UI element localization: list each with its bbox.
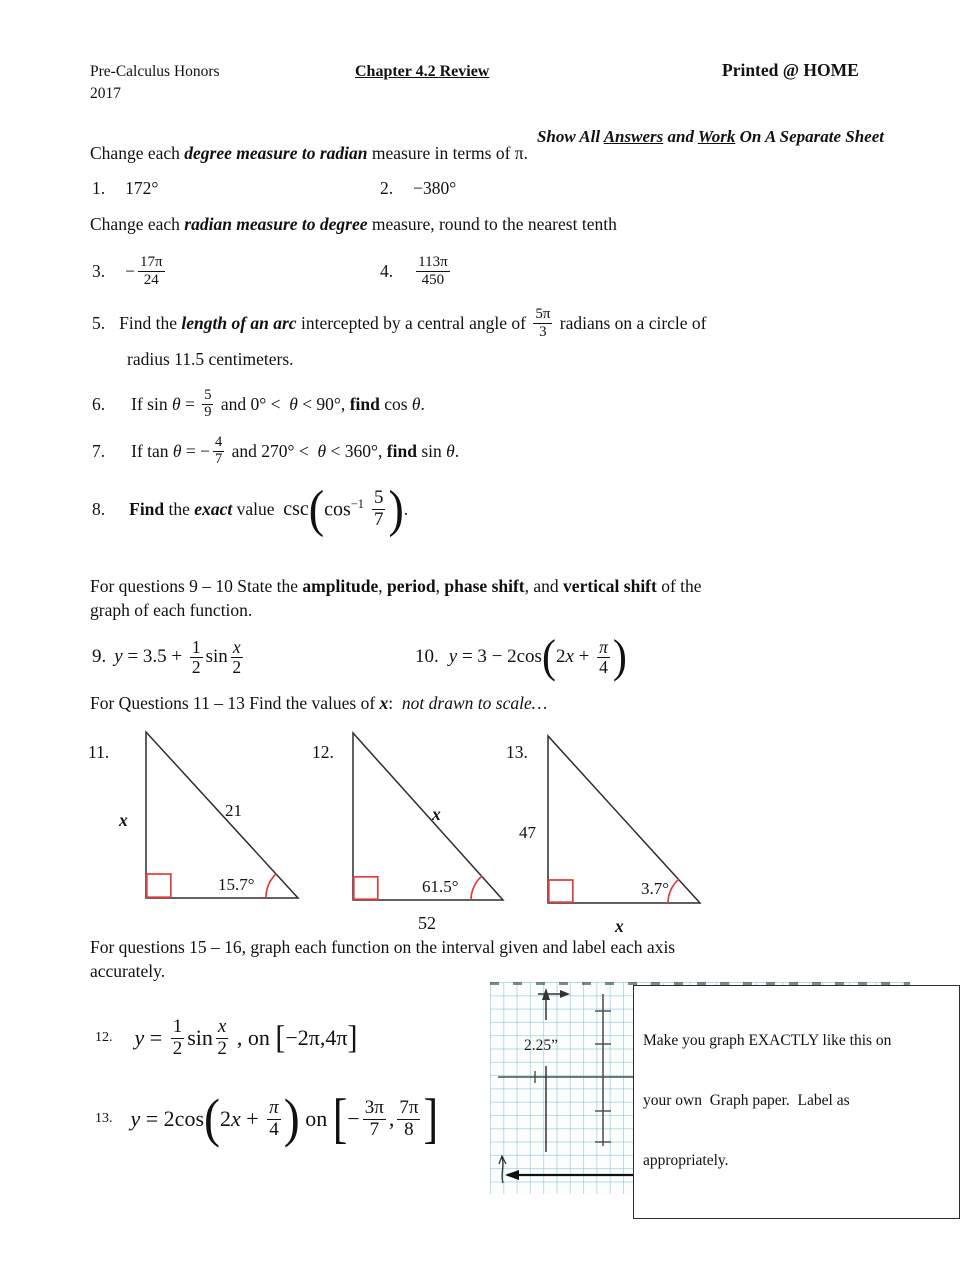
question-10: 10. y = 3 − 2cos ( 2 x + $\frac{\pi}{4}$ ) <box>415 631 627 683</box>
seg-bold: Find <box>129 498 165 519</box>
hypotenuse-label: 21 <box>225 801 242 820</box>
seg: < 90°, <box>297 393 350 414</box>
cos-inverse <box>324 497 369 522</box>
triangle-outline <box>548 736 700 903</box>
right-angle-marker <box>147 874 171 897</box>
question-number: 6. <box>92 393 106 414</box>
seg: value <box>232 498 284 519</box>
fraction-denominator: 2 <box>191 656 201 677</box>
sin-function: sin <box>205 646 228 667</box>
question-number: 2. <box>380 178 394 198</box>
triangle-label: 13. <box>506 742 528 762</box>
seg: radians on a circle of <box>555 312 707 333</box>
seg: , <box>435 576 445 596</box>
fraction-numerator: 5 <box>373 486 384 508</box>
x-var: x <box>379 693 389 713</box>
y-var: y <box>448 646 458 667</box>
seg-bold: vertical shift <box>563 576 657 596</box>
fraction-denominator: 24 <box>143 271 159 288</box>
question-number: 13. <box>95 1111 113 1126</box>
subtitle-answers: Answers <box>603 127 664 146</box>
seg: = 3 − 2cos <box>457 646 542 667</box>
instruction-9-10 <box>90 576 702 597</box>
question-number: 5. <box>92 312 106 333</box>
seg: = 2cos <box>140 1106 204 1131</box>
fraction <box>397 1098 420 1140</box>
fraction-numerator: π <box>599 636 608 657</box>
seg-bold: find <box>386 440 417 461</box>
graph-question-13: 13. y = 2cos ( 2 x + $\frac{\pi}{4}$ ) on [ − $\frac{3\pi}{7}$ , $\frac{7\pi}{8}$ ] <box>95 1087 439 1149</box>
seg: = − <box>181 440 211 461</box>
question-number: 10. <box>415 646 439 667</box>
question-7 <box>92 428 459 474</box>
fraction-numerator: π <box>269 1096 279 1118</box>
seg: For questions 9 – 10 State the <box>90 576 303 596</box>
seg: < 360°, <box>326 440 387 461</box>
seg-italic: not drawn to scale… <box>401 693 548 713</box>
fraction-numerator: 3π <box>364 1096 384 1118</box>
pen-mark-left <box>499 1156 506 1183</box>
seg: measure in terms of π. <box>367 143 528 163</box>
fraction-denominator: 2 <box>172 1037 183 1059</box>
fraction-numerator: 113π <box>418 254 448 271</box>
question-number: 3. <box>92 260 106 281</box>
seg-bold: find <box>349 393 380 414</box>
seg: , <box>378 576 388 596</box>
seg: : <box>388 693 402 713</box>
fraction <box>171 1017 185 1059</box>
instruction-9-10-line2: graph of each function. <box>90 600 253 620</box>
fraction-numerator: 1 <box>191 636 201 657</box>
fraction <box>533 306 552 339</box>
question-value: −380° <box>413 178 457 198</box>
seg: = <box>144 1025 168 1050</box>
seg: If tan <box>131 440 173 461</box>
graph-question-12: 12. y = $\frac{1}{2}$ sin $\frac{x}{2}$ , on [ −2π,4π ] <box>95 1015 358 1059</box>
seg: and 270° < <box>227 440 318 461</box>
fraction <box>372 488 386 530</box>
seg: , on <box>231 1025 276 1050</box>
question-value: 172° <box>125 178 159 198</box>
sin-function: sin <box>187 1025 213 1050</box>
base-label: 52 <box>418 913 436 933</box>
angle-arc <box>668 879 679 903</box>
theta-var: θ <box>171 393 181 414</box>
seg: sin <box>416 440 447 461</box>
seg: + <box>240 1106 265 1131</box>
question-number: 7. <box>92 440 106 461</box>
fraction-denominator: 4 <box>269 1118 279 1140</box>
seg-bold: phase shift <box>444 576 525 596</box>
theta-var: θ <box>289 393 298 414</box>
page-title: Chapter 4.2 Review <box>355 63 490 80</box>
question-number: 9. <box>92 646 107 667</box>
fraction <box>202 388 213 420</box>
csc-function: csc <box>283 497 309 520</box>
x-var: x <box>230 1106 241 1131</box>
x-var: x <box>565 646 574 667</box>
question-5-line2: radius 11.5 centimeters. <box>127 349 294 369</box>
fraction <box>267 1098 281 1140</box>
theta-var: θ <box>411 393 421 414</box>
y-var: y <box>130 1106 141 1131</box>
seg-em: degree measure to radian <box>184 143 368 163</box>
seg: the <box>164 498 195 519</box>
triangle-outline <box>146 732 298 898</box>
fraction-numerator: 5π <box>535 306 551 323</box>
fraction-denominator: 9 <box>204 403 212 420</box>
subtitle-text: and <box>663 127 698 146</box>
instruction-15-16-line2: accurately. <box>90 961 166 981</box>
note-line: Make you graph EXACTLY like this on <box>643 1032 892 1049</box>
seg: Change each <box>90 214 185 234</box>
seg-em: radian measure to degree <box>184 214 368 234</box>
triangle-figure-12 <box>312 726 527 938</box>
fraction-denominator: 3 <box>539 323 547 340</box>
minus-sign: − <box>347 1106 360 1131</box>
seg: on <box>299 1106 333 1131</box>
theta-var: θ <box>317 440 327 461</box>
seg: Find the <box>119 312 182 333</box>
seg: 2 <box>555 646 566 667</box>
angle-label: 3.7° <box>641 879 670 898</box>
seg-em: exact <box>194 498 233 519</box>
leg-label: x <box>119 810 128 830</box>
seg: measure, round to the nearest tenth <box>367 214 617 234</box>
angle-label: 61.5° <box>422 877 459 896</box>
fraction-denominator: 4 <box>599 656 608 677</box>
angle-label: 15.7° <box>218 875 255 894</box>
course-name: Pre-Calculus Honors <box>90 63 220 80</box>
question-8: 8. Find the exact value csc ( $\cos^{-1}$ $\frac{5}{7}$ ) . <box>92 479 409 537</box>
seg-em: length of an arc <box>181 312 297 333</box>
y-var: y <box>134 1025 145 1050</box>
fraction-numerator: 17π <box>140 254 163 271</box>
fraction <box>213 435 224 467</box>
triangle-label: 12. <box>312 742 334 762</box>
fraction-denominator: 7 <box>373 508 384 530</box>
header-course <box>90 61 220 105</box>
fraction-denominator: 2 <box>232 656 242 677</box>
seg-bold: period <box>387 576 436 596</box>
base-label: x <box>615 916 624 936</box>
theta-var: θ <box>446 440 455 461</box>
fraction-denominator: 450 <box>421 271 445 288</box>
seg: = <box>180 393 200 414</box>
fraction-numerator: x <box>217 1015 227 1037</box>
question-5 <box>92 299 707 347</box>
fraction <box>216 1017 228 1059</box>
inverse-exponent: −1 <box>350 496 364 511</box>
seg: , and <box>524 576 564 596</box>
fraction <box>231 638 243 677</box>
seg: . <box>454 440 460 461</box>
seg: cos <box>379 393 412 414</box>
note-line: appropriately. <box>643 1152 729 1169</box>
right-angle-marker <box>549 880 573 902</box>
instruction-rad-to-deg <box>90 214 617 235</box>
leg-label: 47 <box>519 823 536 842</box>
fraction <box>597 638 610 677</box>
course-year: 2017 <box>90 85 121 102</box>
theta-var: θ <box>172 440 182 461</box>
subtitle-text: On A Separate Sheet <box>735 127 884 146</box>
fraction-numerator: 5 <box>204 386 212 403</box>
fraction <box>190 638 203 677</box>
seg: . <box>420 393 425 414</box>
fraction-denominator: 7 <box>215 450 223 467</box>
question-6 <box>92 381 425 427</box>
seg: of the <box>656 576 702 596</box>
fraction-denominator: 8 <box>404 1118 414 1140</box>
right-angle-marker <box>354 877 378 899</box>
triangle-label: 11. <box>88 742 110 762</box>
seg: If sin <box>131 393 172 414</box>
question-4 <box>380 245 453 297</box>
question-9 <box>92 628 246 686</box>
angle-arc <box>266 874 276 898</box>
question-number: 1. <box>92 178 106 198</box>
seg: + <box>573 646 595 667</box>
seg: intercepted by a central angle of <box>296 312 531 333</box>
height-measure-label: 2.25” <box>524 1037 559 1054</box>
angle-arc <box>471 876 482 900</box>
seg: = 3.5 + <box>122 646 187 667</box>
fraction-denominator: 2 <box>217 1037 227 1059</box>
question-2 <box>380 178 456 199</box>
hypotenuse-label: x <box>432 804 441 824</box>
fraction-numerator: 1 <box>172 1015 183 1037</box>
triangle-outline <box>353 733 503 900</box>
instruction-11-13 <box>90 693 547 714</box>
seg: 2 <box>219 1106 231 1131</box>
seg-bold: amplitude <box>302 576 379 596</box>
fraction-numerator: 4 <box>215 433 223 450</box>
fraction <box>138 254 165 287</box>
right-arrow-icon <box>560 990 570 998</box>
fraction-numerator: 7π <box>399 1096 419 1118</box>
graph-note-box <box>633 985 960 1219</box>
fraction-denominator: 7 <box>369 1118 380 1140</box>
cos-function: cos <box>324 498 351 521</box>
note-line: your own Graph paper. Label as <box>643 1092 850 1109</box>
question-number: 4. <box>380 260 394 281</box>
triangle-figure-13 <box>503 728 723 940</box>
seg: . <box>403 498 409 519</box>
fraction-numerator: x <box>232 636 241 657</box>
fraction <box>416 254 450 287</box>
comma: , <box>388 1106 395 1131</box>
instruction-deg-to-rad <box>90 143 528 164</box>
seg: For Questions 11 – 13 Find the values of <box>90 693 380 713</box>
printed-at-home: Printed @ HOME <box>722 60 859 80</box>
question-number: 8. <box>92 498 106 519</box>
seg: and 0° < <box>216 393 290 414</box>
question-1 <box>92 178 158 199</box>
subtitle-work: Work <box>697 127 736 146</box>
question-number: 12. <box>95 1030 113 1045</box>
triangle-figure-11 <box>85 726 315 934</box>
interval-values: −2π,4π <box>285 1025 348 1050</box>
fraction <box>363 1098 386 1140</box>
instruction-15-16: For questions 15 – 16, graph each function on the interval given and label each axis <box>90 937 676 957</box>
subtitle-text: Show All <box>536 127 604 146</box>
minus-sign: − <box>125 260 135 281</box>
seg: Change each <box>90 143 185 163</box>
question-3 <box>92 245 168 297</box>
y-var: y <box>114 646 123 667</box>
